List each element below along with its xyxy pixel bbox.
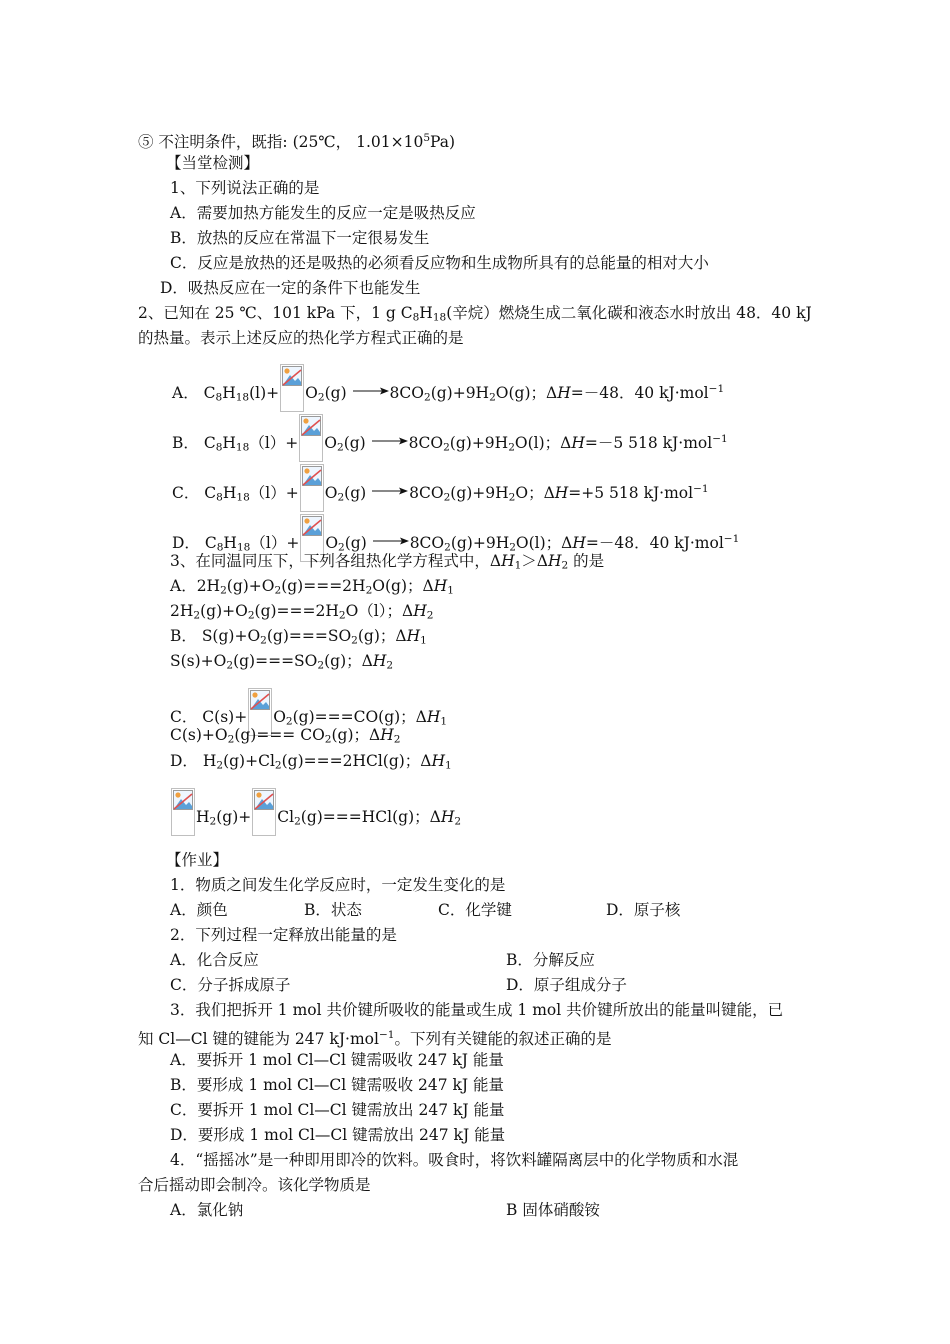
question-1-option-d: D．吸热反应在一定的条件下也能发生 xyxy=(160,279,421,297)
question-1: 1、下列说法正确的是 xyxy=(170,179,320,197)
question-3-option-b-eq2: $S(s)+O_2(g)===SO_2(g)$；$\Delta H_2$ xyxy=(170,652,394,672)
homework-3-cont: 知 Cl—Cl 键的键能为 247 kJ·mol$^{-1}$。下列有关键能的叙述正确的是 xyxy=(138,1029,612,1048)
question-3-option-b-eq1: B． $S(g)+O_2(g)===SO_2(g)$；$\Delta H_1$ xyxy=(170,627,427,647)
question-2: 2、已知在 25 ℃、101 kPa 下，1 g $C_8H_{18}$(辛烷）燃烧生成二氧化碳和液态水时放出 48．40 kJ xyxy=(138,304,812,324)
homework-2: 2．下列过程一定释放出能量的是 xyxy=(170,926,397,944)
homework-3-option-c: C．要拆开 1 mol Cl—Cl 键需放出 247 kJ 能量 xyxy=(170,1101,505,1119)
question-2-option-d: D． $C_8H_{18}(l)+$ $O_2(g)$ $8CO_2(g)+9H_2O(l)$；ΔH=－48．40 kJ·mol$^{-1}$ xyxy=(172,514,739,562)
homework-3-option-b: B．要形成 1 mol Cl—Cl 键需吸收 247 kJ 能量 xyxy=(170,1076,505,1094)
image-placeholder-icon xyxy=(299,414,323,462)
image-placeholder-icon xyxy=(280,364,304,412)
question-3-option-c-eq1: C． C(s)+ $O_2(g)===CO(g)$；$\Delta H_1$ xyxy=(170,688,447,736)
question-2-option-b: B． $C_8H_{18}(l)+$ $O_2(g)$ $8CO_2(g)+9H_2O(l)$；ΔH=－5 518 kJ·mol$^{-1}$ xyxy=(172,414,728,462)
homework-2-option-d: D．原子组成分子 xyxy=(506,976,627,994)
question-2-option-c: C． $C_8H_{18}(l)+$ $O_2(g)$ $8CO_2(g)+9H_2O$；ΔH=+5 518 kJ·mol$^{-1}$ xyxy=(172,464,709,512)
homework-4: 4．“摇摇冰”是一种即用即冷的饮料。吸食时，将饮料罐隔离层中的化学物质和水混 xyxy=(170,1151,739,1169)
homework-3-option-a: A．要拆开 1 mol Cl—Cl 键需吸收 247 kJ 能量 xyxy=(170,1051,504,1069)
question-1-option-c: C．反应是放热的还是吸热的必须看反应物和生成物所具有的总能量的相对大小 xyxy=(170,254,709,272)
homework-2-option-c: C．分子拆成原子 xyxy=(170,976,291,994)
homework-1: 1．物质之间发生化学反应时，一定发生变化的是 xyxy=(170,876,506,894)
homework-4-cont: 合后摇动即会制冷。该化学物质是 xyxy=(138,1176,371,1194)
homework-4-option-a: A．氯化钠 xyxy=(170,1201,244,1219)
question-1-option-b: B．放热的反应在常温下一定很易发生 xyxy=(170,229,430,247)
section-heading-homework: 【作业】 xyxy=(166,851,229,869)
homework-3-option-d: D．要形成 1 mol Cl—Cl 键需放出 247 kJ 能量 xyxy=(170,1126,506,1144)
image-placeholder-icon xyxy=(171,788,195,836)
question-3: 3、在同温同压下，下列各组热化学方程式中，$\Delta H_1>\Delta H_2$ 的是 xyxy=(170,552,605,572)
homework-1-option-b: B．状态 xyxy=(304,901,362,919)
question-3-option-a-eq1: A．$2H_2(g)+O_2(g)===2H_2O(g)$；$\Delta H_1$ xyxy=(170,577,454,597)
homework-4-option-b: B 固体硝酸铵 xyxy=(506,1201,600,1219)
note-line: ⑤ 不注明条件，既指: (25℃， $1.01\times 10^5Pa$) xyxy=(138,132,456,151)
reaction-arrow-icon xyxy=(353,386,389,396)
question-1-option-a: A．需要加热方能发生的反应一定是吸热反应 xyxy=(170,204,476,222)
question-3-option-c-eq2: $C(s)+O_2(g)=== CO_2(g)$；$\Delta H_2$ xyxy=(170,726,401,746)
homework-1-option-c: C．化学键 xyxy=(438,901,512,919)
homework-1-option-a: A．颜色 xyxy=(170,901,228,919)
reaction-arrow-icon xyxy=(372,436,408,446)
question-2-cont: 的热量。表示上述反应的热化学方程式正确的是 xyxy=(138,329,464,347)
homework-2-option-b: B．分解反应 xyxy=(506,951,595,969)
reaction-arrow-icon xyxy=(372,486,408,496)
homework-3: 3．我们把拆开 1 mol 共价键所吸收的能量或生成 1 mol 共价键所放出的能量叫键能，已 xyxy=(170,1001,784,1019)
question-3-option-d-eq1: D． $H_2(g)+Cl_2(g)===2HCl(g)$；$\Delta H_1$ xyxy=(170,752,452,772)
image-placeholder-icon xyxy=(300,464,324,512)
question-3-option-a-eq2: $2H_2(g)+O_2(g)===2H_2O(l)$；$\Delta H_2$ xyxy=(170,602,434,622)
question-3-option-d-eq2: $H_2(g)+$ $Cl_2(g)===HCl(g)$；$\Delta H_2$ xyxy=(170,788,461,836)
reaction-arrow-icon xyxy=(373,536,409,546)
question-2-option-a: A． $C_8H_{18}(l)+$ $O_2(g)$ $8CO_2(g)+9H_2O(g)$；ΔH=－48．40 kJ·mol$^{-1}$ xyxy=(172,364,724,412)
homework-2-option-a: A．化合反应 xyxy=(170,951,259,969)
section-heading-check: 【当堂检测】 xyxy=(166,154,260,172)
image-placeholder-icon xyxy=(252,788,276,836)
homework-1-option-d: D．原子核 xyxy=(606,901,681,919)
